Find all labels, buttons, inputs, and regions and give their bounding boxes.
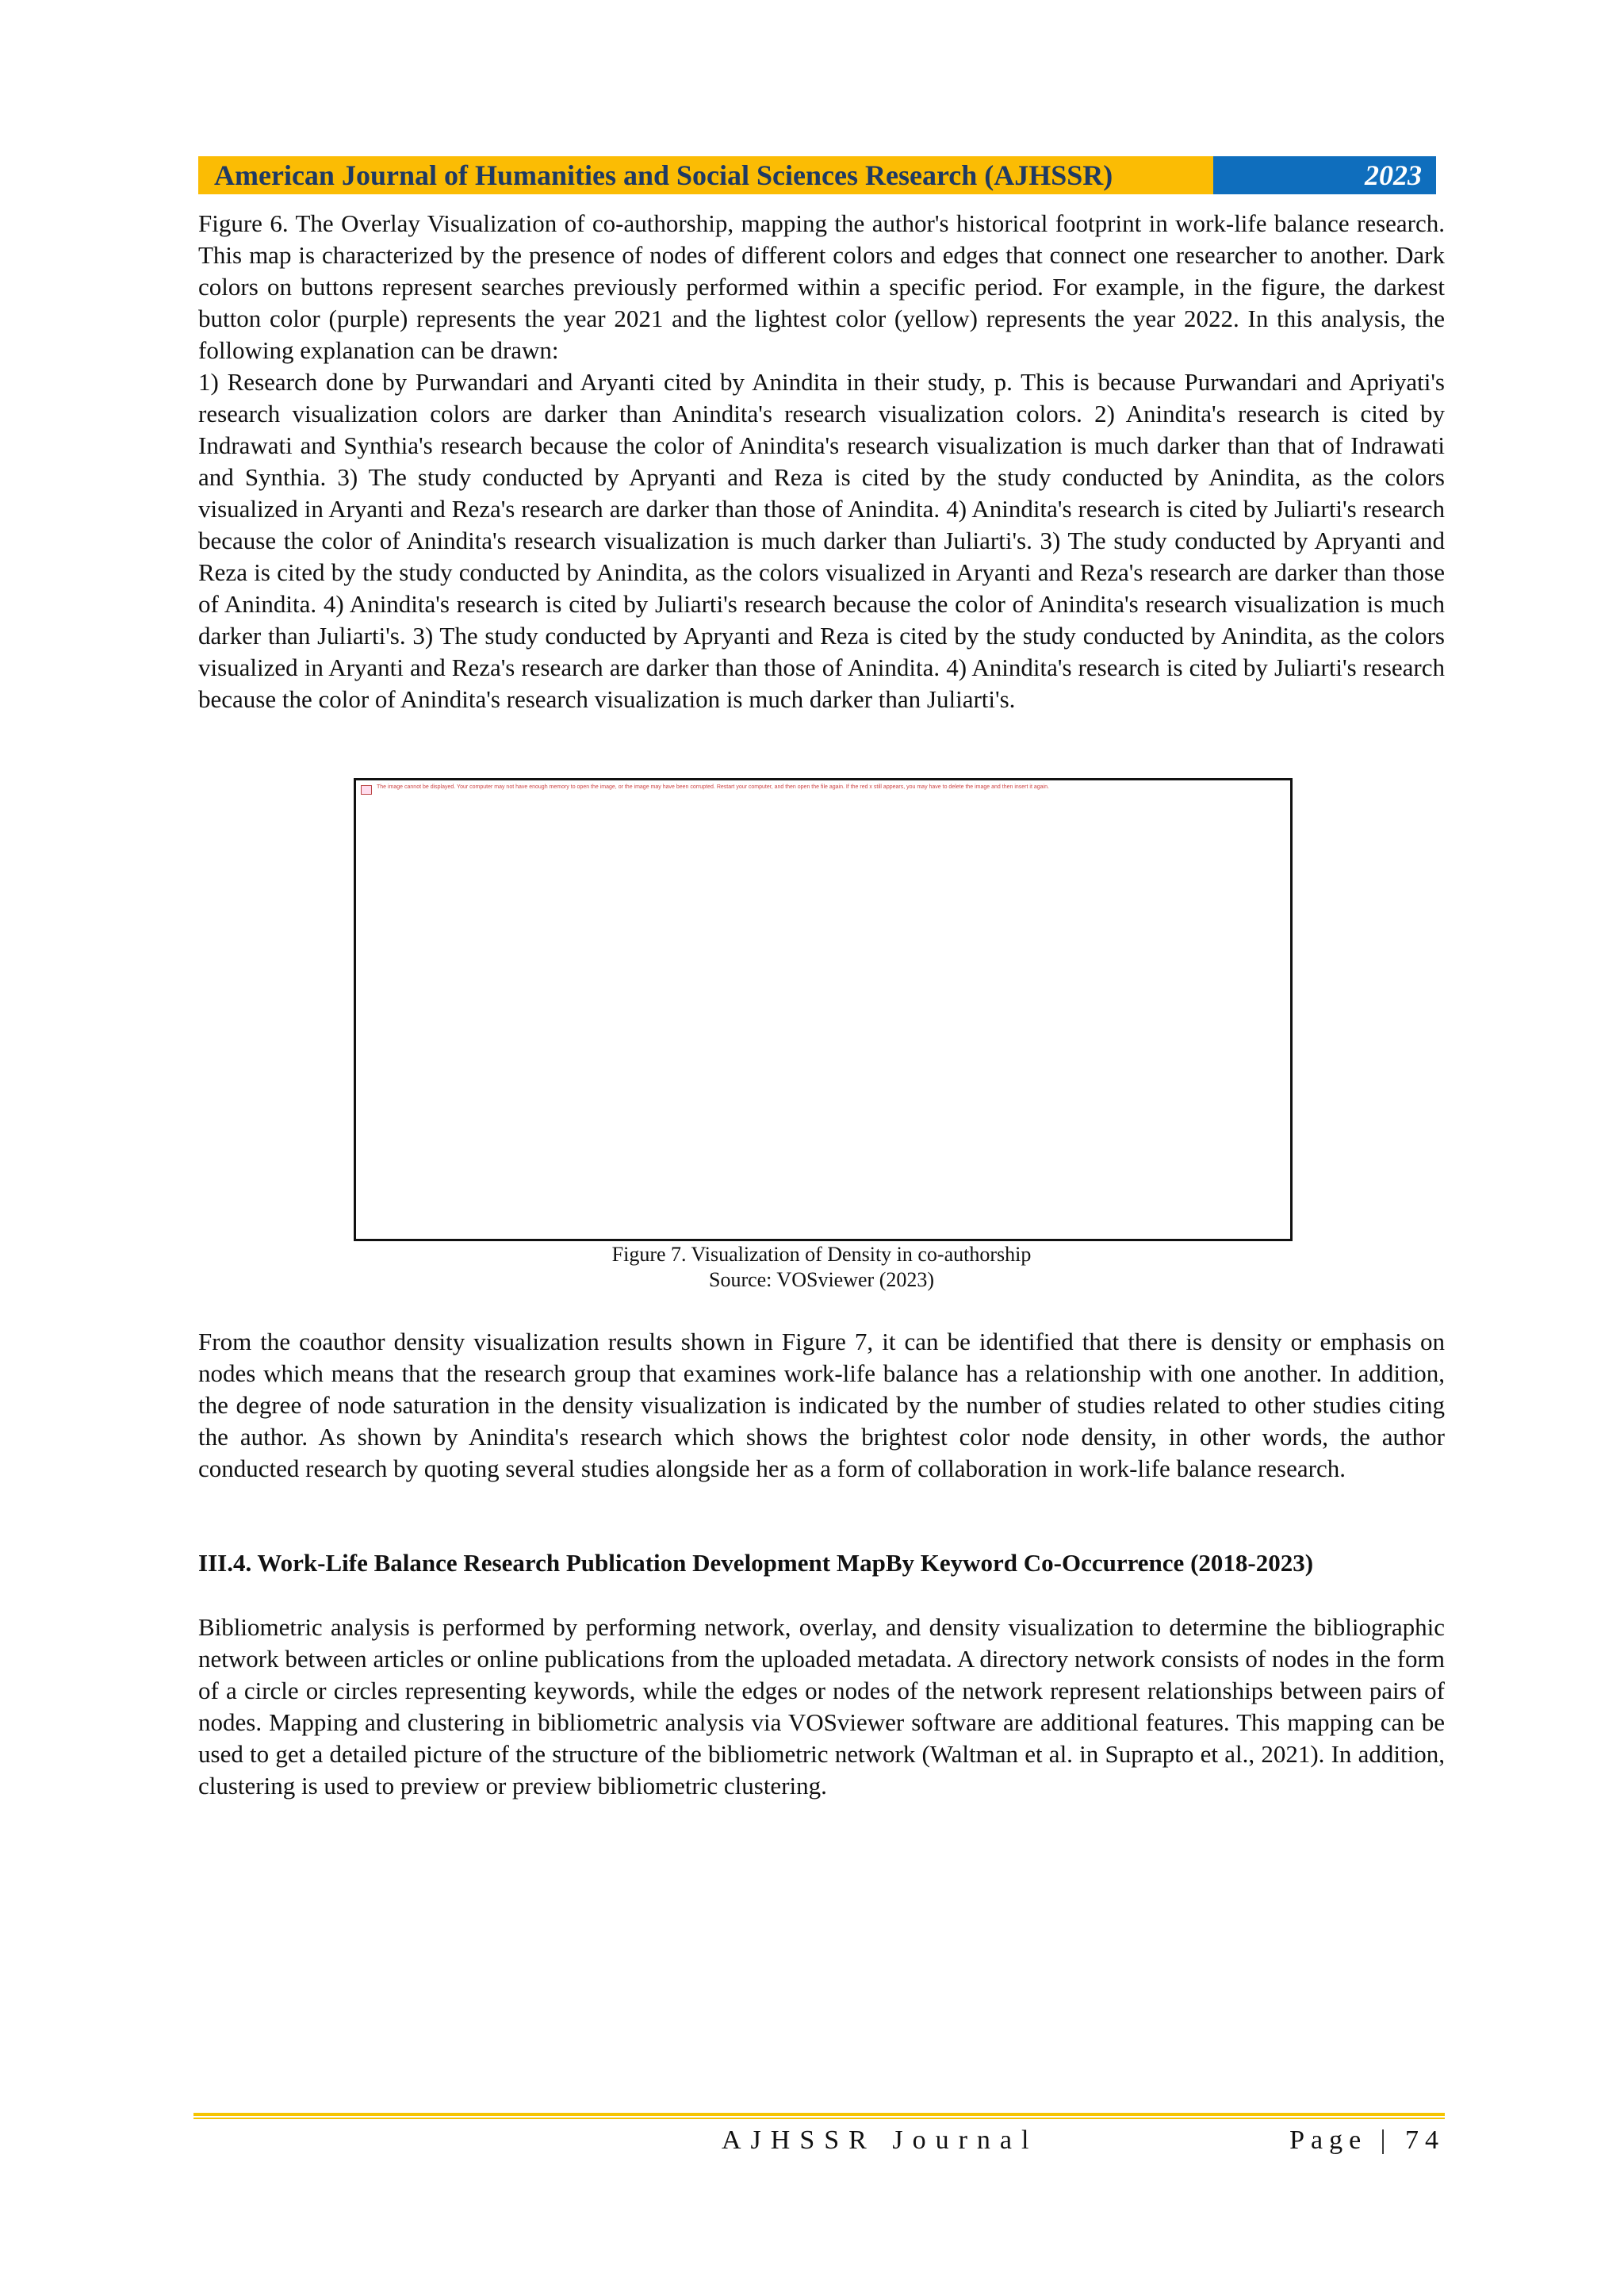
broken-image-icon — [361, 785, 372, 795]
figure-caption: Figure 7. Visualization of Density in co-authorship — [611, 1243, 1032, 1266]
footer-journal: AJHSSR Journal — [722, 2125, 1039, 2155]
section-paragraph: Bibliometric analysis is performed by performing network, overlay, and density visualization to determine the bibliographic network between articles or online publications from the uploaded metadata. A directory network consists of nodes in the form of a circle or circles representing keywords, while the edges or nodes of the network represent relationships between pairs of nodes. Mapping and clustering in bibliometric analysis via VOSviewer software are additional features. This mapping can be used to get a detailed picture of the structure of the bibliometric network (Waltman et al. in Suprapto et al., 2021). In addition, clustering is used to preview or preview bibliometric clustering. — [198, 1613, 1445, 1800]
image-error-text: The image cannot be displayed. Your computer may not have enough memory to open the image, or the image may have been corrupted. Restart your computer, and then open the file again. If the red x still appears, you may have to delete the image and then insert it again. — [377, 784, 1049, 790]
section-heading: III.4. Work-Life Balance Research Publication Development MapBy Keyword Co-Occurrence (2018-2023) — [198, 1549, 1314, 1577]
page-number: Page | 74 — [1289, 2125, 1445, 2155]
figure-7-image — [354, 778, 1293, 1241]
intro-text-block — [198, 208, 1445, 715]
journal-year: 2023 — [1213, 156, 1436, 194]
figure-source: Source: VOSviewer (2023) — [708, 1268, 935, 1291]
footer-rule — [193, 2113, 1445, 2119]
intro-paragraph: Figure 6. The Overlay Visualization of co-authorship, mapping the author's historical footprint in work-life balance research. This map is characterized by the presence of nodes of different colors and edges that connect one researcher to another. Dark colors on buttons represent searches previously performed within a specific period. For example, in the figure, the darkest button color (purple) represents the year 2021 and the lightest color (yellow) represents the year 2022. In this analysis, the following explanation can be drawn: — [198, 209, 1445, 364]
density-text-block — [198, 1326, 1445, 1485]
section-text-block — [198, 1612, 1445, 1802]
findings-paragraph: 1) Research done by Purwandari and Aryanti cited by Anindita in their study, p. This is because Purwandari and Apriyati's research visualization colors are darker than Anindita's research visualization colors. 2) Anindita's research is cited by Indrawati and Synthia's research because the color of Anindita's research visualization is much darker than that of Indrawati and Synthia. 3) The study conducted by Apryanti and Reza is cited by the study conducted by Anindita, as the colors visualized in Aryanti and Reza's research are darker than those of Anindita. 4) Anindita's research is cited by Juliarti's research because the color of Anindita's research visualization is much darker than Juliarti's. 3) The study conducted by Apryanti and Reza is cited by the study conducted by Anindita, as the colors visualized in Aryanti and Reza's research are darker than those of Anindita. 4) Anindita's research is cited by Juliarti's research because the color of Anindita's research visualization is much darker than Juliarti's. 3) The study conducted by Apryanti and Reza is cited by the study conducted by Anindita, as the colors visualized in Aryanti and Reza's research are darker than those of Anindita. 4) Anindita's research is cited by Juliarti's research because the color of Anindita's research visualization is much darker than Juliarti's. — [198, 368, 1445, 713]
density-paragraph: From the coauthor density visualization results shown in Figure 7, it can be identified that there is density or emphasis on nodes which means that the research group that examines work-life balance has a relationship with one another. In addition, the degree of node saturation in the density visualization is indicated by the number of studies related to other studies citing the author. As shown by Anindita's research which shows the brightest color node density, in other words, the author conducted research by quoting several studies alongside her as a form of collaboration in work-life balance research. — [198, 1328, 1445, 1482]
journal-header — [198, 156, 1436, 194]
journal-title: American Journal of Humanities and Social Sciences Research (AJHSSR) — [198, 156, 1213, 194]
